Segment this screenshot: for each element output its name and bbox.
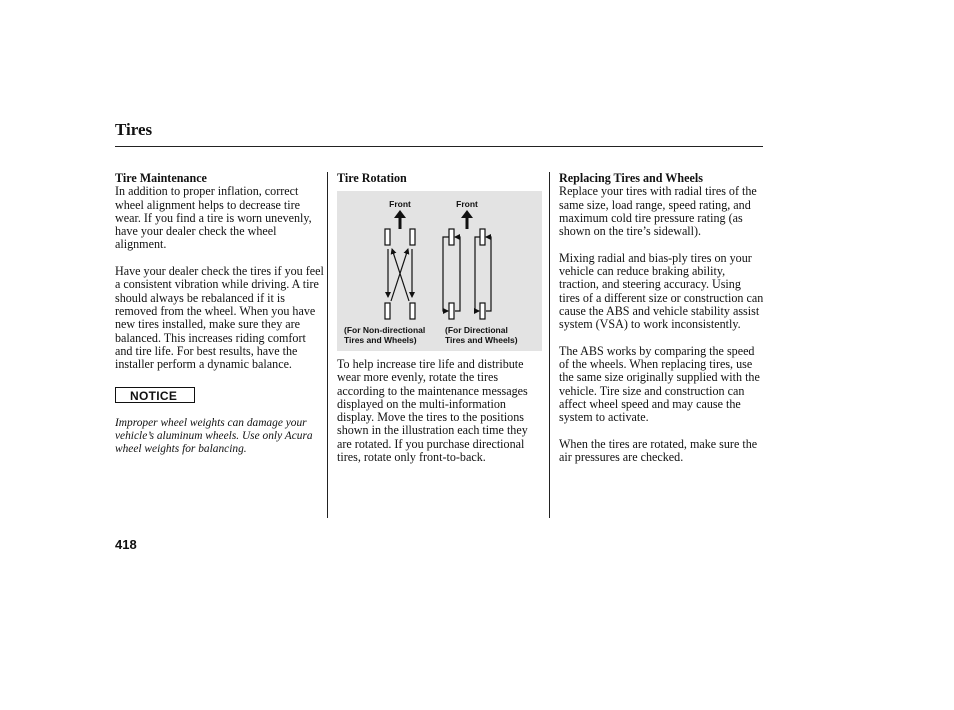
tire-rotation-text xyxy=(337,358,542,478)
column-divider-2 xyxy=(549,172,550,518)
replacing-tires-section xyxy=(559,172,764,478)
tire-rotation-paragraph: To help increase tire life and distribute wear more evenly, rotate the tires according to the maintenance messages displayed on the multi-information display. Move the tires to the positions shown in the illustration each time they are rotated. If you purchase directional tires, rotate only front-to-back. xyxy=(337,357,528,465)
front-arrow-left-icon xyxy=(394,210,406,229)
front-arrow-right-icon xyxy=(461,210,473,229)
caption-directional-line1: (For Directional xyxy=(445,325,508,335)
column-divider-1 xyxy=(327,172,328,518)
replacing-tires-heading: Replacing Tires and Wheels xyxy=(559,171,703,185)
caption-directional-line2: Tires and Wheels) xyxy=(445,335,518,345)
notice-text: Improper wheel weights can damage your vehicle’s aluminum wheels. Use only Acura wheel weights for balancing. xyxy=(115,416,313,456)
non-directional-rotation-arrows xyxy=(388,249,412,301)
page-number: 418 xyxy=(115,537,137,552)
tire-maintenance-heading: Tire Maintenance xyxy=(115,171,207,185)
caption-non-directional-line2: Tires and Wheels) xyxy=(344,335,417,345)
notice-label: NOTICE xyxy=(115,387,195,403)
replacing-tires-paragraph-1: Replace your tires with radial tires of the same size, load range, speed rating, and maximum cold tire pressure rating (as shown on the tire’s sidewall). xyxy=(559,184,757,239)
title-rule xyxy=(115,146,763,147)
replacing-tires-paragraph-4: When the tires are rotated, make sure the air pressures are checked. xyxy=(559,436,758,465)
tire-rotation-heading: Tire Rotation xyxy=(337,171,407,185)
front-label-right: Front xyxy=(456,199,478,209)
tire-maintenance-paragraph-1: In addition to proper inflation, correct wheel alignment helps to decrease tire wear. If you find a tire is worn unevenly, have your dealer check the wheel alignment. xyxy=(115,184,312,252)
tire-rotation-section xyxy=(337,172,542,185)
replacing-tires-paragraph-3: The ABS works by comparing the speed of the wheels. When replacing tires, use the same size originally supplied with the vehicle. Tire size and construction can affect wheel speed and may cause the system to activate. xyxy=(559,343,760,425)
tire-rotation-diagram xyxy=(337,191,542,351)
tire-maintenance-paragraph-2: Have your dealer check the tires if you feel a consistent vibration while driving. A tire should always be rebalanced if it is removed from the wheel. When you have new tires installed, make sure they are balanced. This increases riding comfort and tire life. For best results, have the installer perform a dynamic balance. xyxy=(115,264,324,372)
front-label-left: Front xyxy=(389,199,411,209)
directional-rotation-pattern xyxy=(449,229,485,319)
caption-non-directional-line1: (For Non-directional xyxy=(344,325,426,335)
directional-rotation-arrows xyxy=(443,237,491,311)
tire-maintenance-section xyxy=(115,172,325,470)
page-title: Tires xyxy=(115,120,153,139)
replacing-tires-paragraph-2: Mixing radial and bias-ply tires on your vehicle can reduce braking ability, traction, and steering accuracy. Using tires of a different size or construction can cause the ABS and vehicle stability assist system (VSA) to work inconsistently. xyxy=(559,250,764,332)
